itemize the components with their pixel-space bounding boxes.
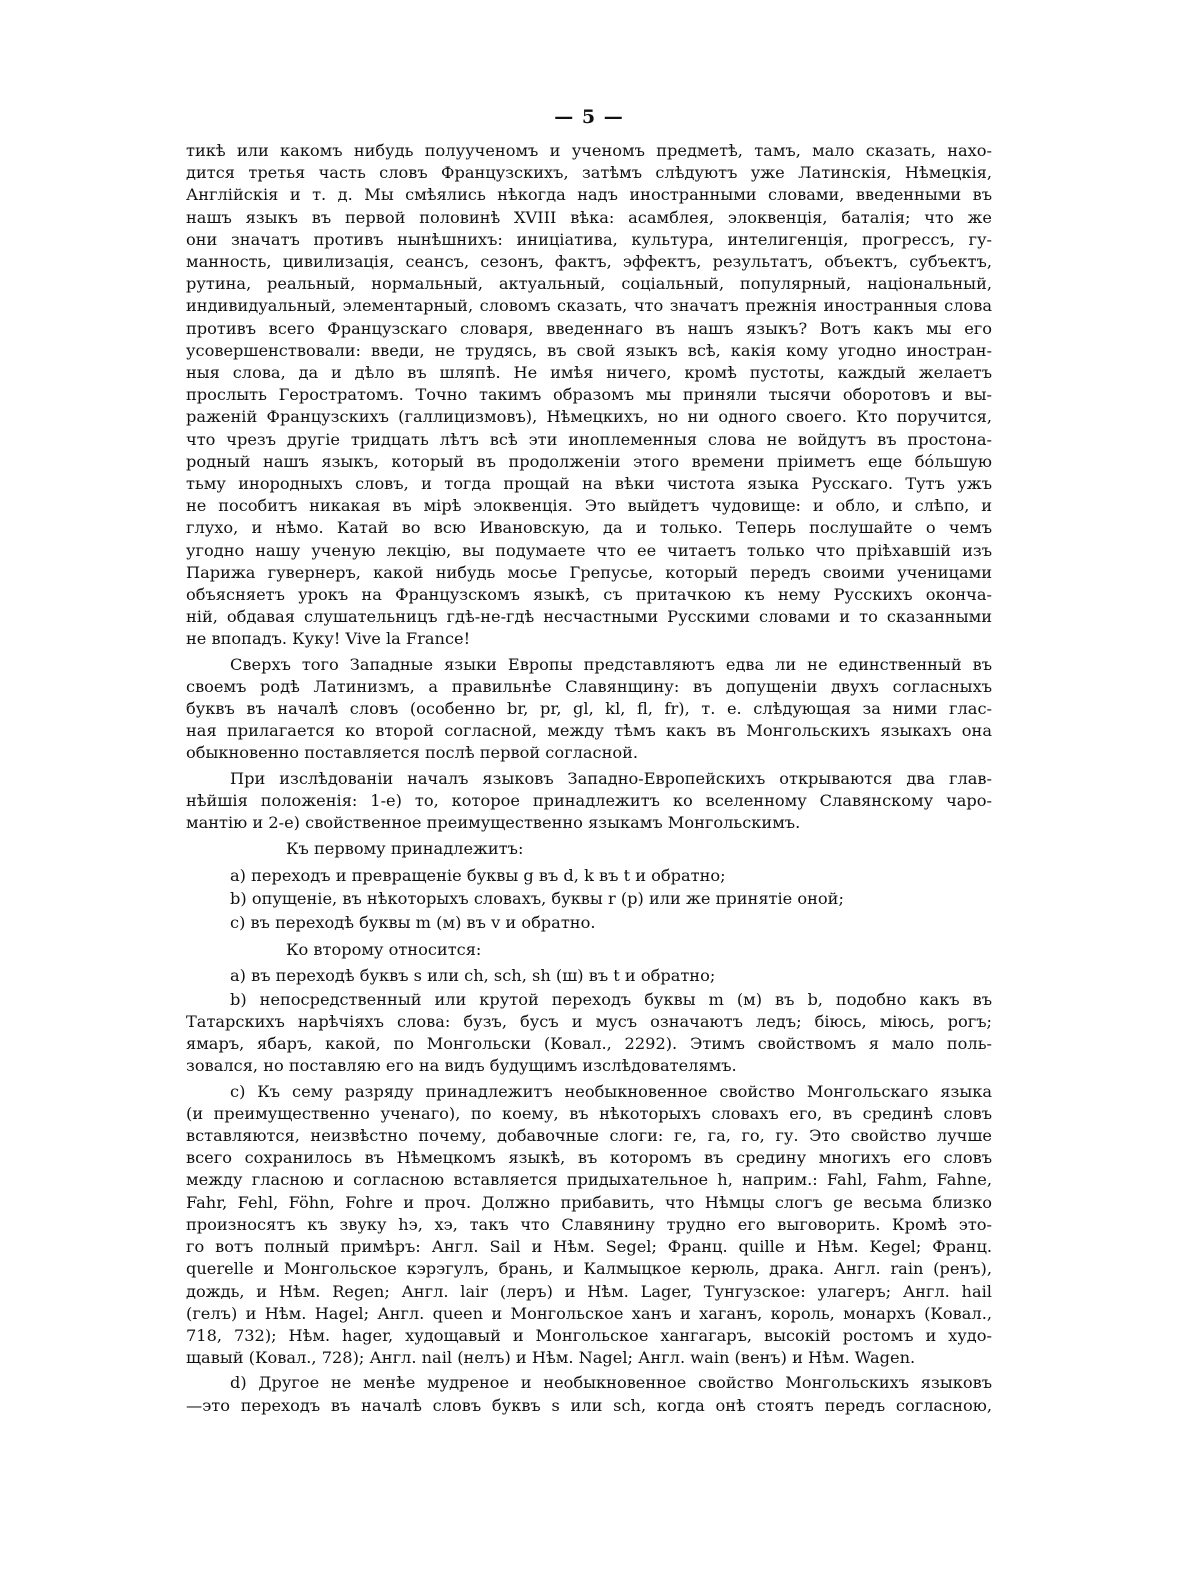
text-line: ная прилагается ко второй согласной, между тѣмъ какъ въ Монгольскихъ языкахъ она — [186, 721, 992, 741]
text-line: дится третья часть словъ Французскихъ, затѣмъ слѣдуютъ уже Латинскія, Нѣмецкія, — [186, 163, 992, 183]
paragraph-c — [186, 1081, 992, 1370]
text-line: ній, обдавая слушательницъ гдѣ-не-гдѣ несчастными Русскими словами и то сказанными — [186, 607, 992, 627]
text-line: не впопадъ. Куку! Vive la France! — [186, 629, 471, 649]
text-line: ныя слова, да и дѣло въ шляпѣ. Не имѣя ничего, кромѣ пустоты, каждый желаетъ — [186, 363, 992, 383]
text-line: Англійскія и т. д. Мы смѣялись нѣкогда надъ иностранными словами, введенными въ — [186, 185, 992, 205]
text-line: вставляются, неизвѣстно почему, добавочные слоги: ге, га, го, гу. Это свойство лучше — [186, 1126, 992, 1146]
paragraph-3 — [186, 768, 992, 835]
text-line: глухо, и нѣмо. Катай во всю Ивановскую, да и только. Теперь послушайте о чемъ — [186, 518, 992, 538]
text-line: тикѣ или какомъ нибудь полуученомъ и ученомъ предметѣ, тамъ, мало сказать, нахо- — [186, 141, 992, 160]
text-line: произносятъ къ звуку hэ, хэ, такъ что Славянину трудно его выговорить. Кромѣ это- — [186, 1214, 992, 1234]
text-line: угодно нашу ученую лекцію, вы подумаете что ее читаетъ только что пріѣхавшій изъ — [186, 540, 992, 560]
text-line: Сверхъ того Западные языки Европы представляютъ едва ли не единственный въ — [230, 654, 992, 674]
text-line: c) Къ сему разряду принадлежитъ необыкновенное свойство Монгольскаго языка — [230, 1081, 992, 1101]
text-line: Парижа гувернеръ, какой нибудь мосье Грепусье, который передъ своими ученицами — [186, 562, 992, 582]
text-line: между гласною и согласною вставляется придыхательное h, наприм.: Fahl, Fahm, Fahne, — [186, 1170, 992, 1190]
text-line: d) Другое не менѣе мудреное и необыкновенное свойство Монгольскихъ языковъ — [230, 1373, 992, 1393]
text-line: (гелъ) и Нѣм. Hagel; Англ. queen и Монгольское ханъ и хаганъ, король, монархъ (Ковал., — [186, 1303, 992, 1323]
text-line: раженій Французскихъ (галлицизмовъ), Нѣмецкихъ, но ни одного своего. Кто поручится, — [186, 407, 992, 427]
list-item: a) переходъ и превращеніе буквы g въ d, k въ t и обратно; — [230, 865, 726, 885]
list-item: c) въ переходѣ буквы m (м) въ v и обратно. — [230, 913, 596, 933]
document-page — [186, 100, 992, 1570]
text-line: своемъ родѣ Латинизмъ, а правильнѣе Славянщину: въ допущеніи двухъ согласныхъ — [186, 676, 992, 696]
text-line: дождь, и Нѣм. Regen; Англ. lair (леръ) и Нѣм. Lager, Тунгузское: улагеръ; Англ. hail — [186, 1281, 992, 1301]
text-line: ямаръ, ябаръ, какой, по Монгольски (Ковал., 2292). Этимъ свойствомъ я мало поль- — [186, 1034, 992, 1054]
subheading-second: Ко второму относится: — [286, 939, 482, 959]
text-line: тьму инородныхъ словъ, и тогда прощай на вѣки чистота языка Русскаго. Тутъ ужъ — [186, 474, 992, 494]
text-line: го вотъ полный примѣръ: Англ. Sail и Нѣм. Segel; Франц. quille и Нѣм. Kegel; Франц. — [186, 1237, 992, 1257]
text-line: прослыть Геростратомъ. Точно такимъ образомъ мы приняли тысячи оборотовъ и вы- — [186, 385, 992, 405]
text-line: щавый (Ковал., 728); Англ. nail (нелъ) и Нѣм. Nagel; Англ. wain (венъ) и Нѣм. Wagen. — [186, 1348, 916, 1368]
text-line: b) непосредственный или крутой переходъ буквы m (м) въ b, подобно какъ въ — [230, 989, 992, 1009]
text-line: querelle и Монгольское кэрэгулъ, брань, и Калмыцкое керюль, драка. Англ. rain (ренъ), — [186, 1259, 992, 1279]
text-line: индивидуальный, элементарный, словомъ сказать, что значатъ прежнія иностранныя слова — [186, 296, 992, 316]
text-line: противъ всего Французскаго словаря, введеннаго въ нашъ языкъ? Вотъ какъ мы его — [186, 318, 992, 338]
text-line: усовершенствовали: введи, не трудясь, въ свой языкъ всѣ, какія кому угодно иностран- — [186, 340, 992, 360]
text-line: Fahr, Fehl, Föhn, Fohre и проч. Должно прибавить, что Нѣмцы слогъ ge весьма близко — [186, 1192, 992, 1212]
list-item: a) въ переходѣ буквъ s или ch, sch, sh (ш) въ t и обратно; — [230, 966, 716, 986]
text-line: всего сохранилось въ Нѣмецкомъ языкѣ, въ которомъ въ средину многихъ его словъ — [186, 1148, 992, 1168]
text-line: При изслѣдованіи началъ языковъ Западно-Европейскихъ открываются два глав- — [230, 768, 992, 788]
text-line: (и преимущественно ученаго), по коему, въ нѣкоторыхъ словахъ его, въ срединѣ словъ — [186, 1103, 992, 1123]
text-line: не пособитъ никакая въ мірѣ элоквенція. Это выйдетъ чудовище: и обло, и слѣпо, и — [186, 496, 992, 516]
text-line: они значатъ противъ нынѣшнихъ: иниціатива, культура, интелигенція, прогрессъ, гу- — [186, 229, 992, 249]
text-line: объясняетъ урокъ на Французскомъ языкѣ, съ притачкою къ нему Русскихъ оконча- — [186, 585, 992, 605]
text-line: мантію и 2-е) свойственное преимущественно языкамъ Монгольскимъ. — [186, 813, 801, 833]
text-line: 718, 732); Нѣм. hager, худощавый и Монгольское хангагаръ, высокій ростомъ и худо- — [186, 1325, 992, 1345]
text-line: обыкновенно поставляется послѣ первой согласной. — [186, 743, 639, 763]
text-line: буквъ въ началѣ словъ (особенно br, pr, gl, kl, fl, fr), т. е. слѣдующая за ними глас- — [186, 699, 992, 719]
text-line: манность, цивилизація, сеансъ, сезонъ, фактъ, эффектъ, результатъ, объектъ, субъектъ, — [186, 252, 992, 272]
subheading-first: Къ первому принадлежитъ: — [286, 839, 524, 859]
text-line: —это переходъ въ началѣ словъ буквъ s или sch, когда онѣ стоятъ передъ согласною, — [186, 1395, 992, 1415]
text-line: родный нашъ языкъ, который въ продолженіи этого времени пріиметъ еще бо́льшую — [186, 451, 992, 471]
text-line: рутина, реальный, нормальный, актуальный, соціальный, популярный, національный, — [186, 274, 992, 294]
paragraph-2 — [186, 654, 992, 765]
text-line: нашъ языкъ въ первой половинѣ XVIII вѣка: асамблея, элоквенція, баталія; что же — [186, 207, 992, 227]
list-item: b) опущеніе, въ нѣкоторыхъ словахъ, буквы r (р) или же принятіе оной; — [230, 889, 844, 909]
paragraph-1 — [186, 140, 992, 651]
paragraph-b — [186, 989, 992, 1078]
text-line: нѣйшія положенія: 1-е) то, которое принадлежитъ ко вселенному Славянскому чаро- — [186, 790, 992, 810]
page-number: — 5 — — [554, 106, 624, 128]
text-line: что чрезъ другіе тридцать лѣтъ всѣ эти иноплеменныя слова не войдутъ въ простона- — [186, 429, 992, 449]
text-line: зовался, но поставляю его на видъ будущимъ изслѣдователямъ. — [186, 1056, 737, 1076]
paragraph-d — [186, 1372, 992, 1416]
text-line: Татарскихъ нарѣчіяхъ слова: бузъ, бусъ и мусъ означаютъ ледъ; бiюсь, мiюсь, рогъ; — [186, 1012, 992, 1032]
